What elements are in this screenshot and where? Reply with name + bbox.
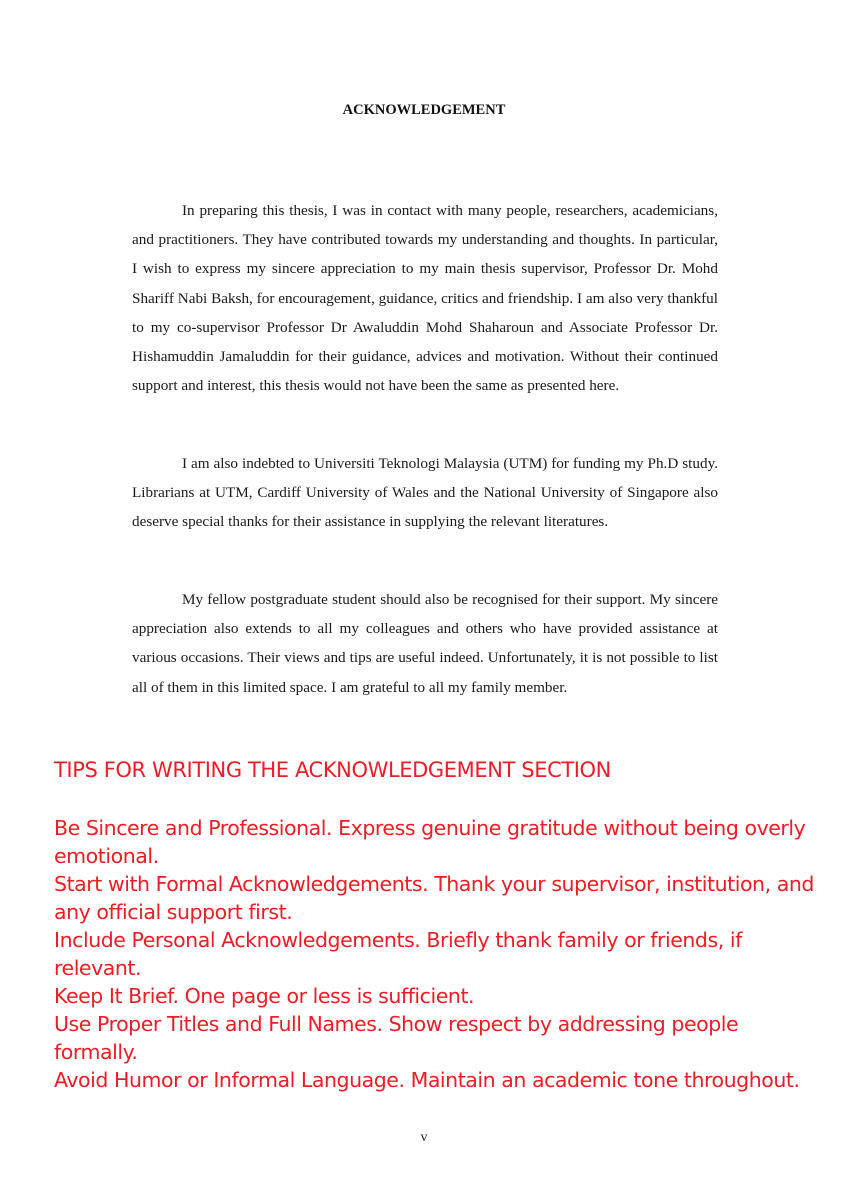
tip-item-6: Avoid Humor or Informal Language. Maintain an academic tone throughout. (54, 1068, 800, 1092)
tips-list (54, 814, 824, 1094)
tip-item-5: Use Proper Titles and Full Names. Show respect by addressing people formally. (54, 1012, 739, 1064)
acknowledgement-paragraph-1: In preparing this thesis, I was in contact with many people, researchers, academicians, and practitioners. They have contributed towards my understanding and thoughts. In particular, I wish to express my sincere appreciation to my main thesis supervisor, Professor Dr. Mohd Shariff Nabi Baksh, for encouragement, guidance, critics and friendship. I am also very thankful to my co-supervisor Professor Dr Awaluddin Mohd Shaharoun and Associate Professor Dr. Hishamuddin Jamaluddin for their guidance, advices and motivation. Without their continued support and interest, this thesis would not have been the same as presented here. (132, 202, 718, 395)
tip-item-2: Start with Formal Acknowledgements. Thank your supervisor, institution, and any official support first. (54, 872, 814, 924)
tip-item-4: Keep It Brief. One page or less is sufficient. (54, 984, 475, 1008)
tip-item-3: Include Personal Acknowledgements. Briefly thank family or friends, if relevant. (54, 928, 742, 980)
tips-title: TIPS FOR WRITING THE ACKNOWLEDGEMENT SECTION (54, 758, 611, 782)
acknowledgement-paragraph-2: I am also indebted to Universiti Teknologi Malaysia (UTM) for funding my Ph.D study. Librarians at UTM, Cardiff University of Wales and the National University of Singapore also deserve special thanks for their assistance in supplying the relevant literatures. (132, 455, 718, 531)
tip-item-1: Be Sincere and Professional. Express genuine gratitude without being overly emotional. (54, 816, 806, 868)
page-number: v (420, 1130, 428, 1145)
acknowledgement-paragraph-3: My fellow postgraduate student should also be recognised for their support. My sincere appreciation also extends to all my colleagues and others who have provided assistance at various occasions. Their views and tips are useful indeed. Unfortunately, it is not possible to list all of them in this limited space. I am grateful to all my family member. (132, 591, 718, 696)
document-heading: ACKNOWLEDGEMENT (342, 102, 506, 118)
